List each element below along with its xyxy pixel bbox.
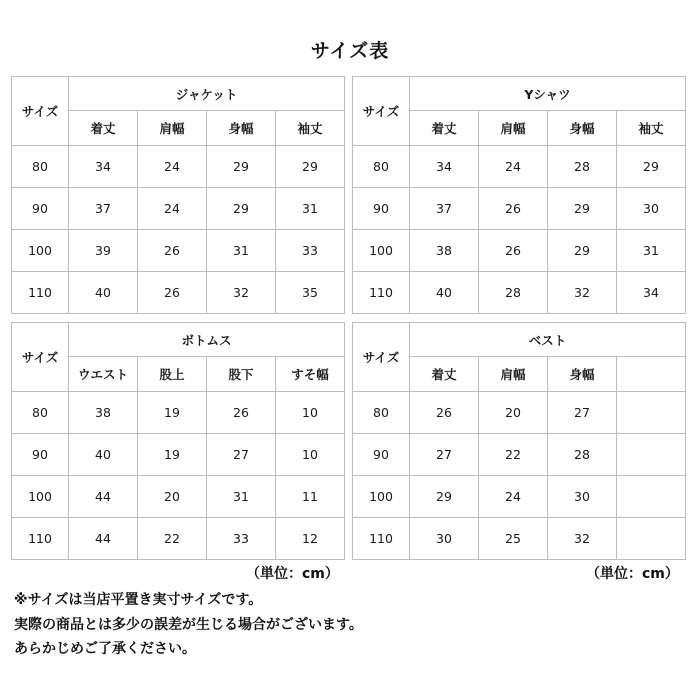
value-cell: 32 — [548, 272, 617, 314]
column-header: 股下 — [207, 357, 276, 392]
value-cell: 37 — [69, 188, 138, 230]
value-cell: 29 — [207, 146, 276, 188]
value-cell — [617, 392, 686, 434]
size-cell: 80 — [12, 146, 69, 188]
size-cell: 100 — [12, 230, 69, 272]
notes — [14, 588, 363, 662]
value-cell: 40 — [69, 434, 138, 476]
value-cell: 26 — [410, 392, 479, 434]
value-cell — [617, 434, 686, 476]
value-cell: 31 — [617, 230, 686, 272]
value-cell: 20 — [138, 476, 207, 518]
column-header: 肩幅 — [138, 111, 207, 146]
size-cell: 90 — [12, 434, 69, 476]
value-cell: 27 — [207, 434, 276, 476]
column-header: ウエスト — [69, 357, 138, 392]
table-row — [353, 146, 686, 188]
column-header: 着丈 — [410, 111, 479, 146]
value-cell: 38 — [69, 392, 138, 434]
value-cell: 28 — [548, 434, 617, 476]
size-cell: 100 — [353, 230, 410, 272]
value-cell: 27 — [410, 434, 479, 476]
value-cell: 28 — [479, 272, 548, 314]
value-cell: 28 — [548, 146, 617, 188]
value-cell: 29 — [410, 476, 479, 518]
category-header: ジャケット — [69, 77, 345, 111]
value-cell: 20 — [479, 392, 548, 434]
column-header: 袖丈 — [276, 111, 345, 146]
value-cell: 34 — [410, 146, 479, 188]
size-cell: 90 — [353, 188, 410, 230]
size-header: サイズ — [353, 323, 410, 392]
category-header: ボトムス — [69, 323, 345, 357]
value-cell: 26 — [207, 392, 276, 434]
column-header: 身幅 — [548, 357, 617, 392]
value-cell: 44 — [69, 476, 138, 518]
table-row — [12, 518, 345, 560]
value-cell: 33 — [207, 518, 276, 560]
table-row — [12, 434, 345, 476]
size-cell: 80 — [353, 146, 410, 188]
column-header: 着丈 — [69, 111, 138, 146]
value-cell: 32 — [548, 518, 617, 560]
size-cell: 110 — [12, 518, 69, 560]
size-cell: 100 — [12, 476, 69, 518]
value-cell: 24 — [138, 146, 207, 188]
column-header — [617, 357, 686, 392]
size-header: サイズ — [12, 77, 69, 146]
size-header: サイズ — [353, 77, 410, 146]
table-row — [353, 476, 686, 518]
value-cell: 22 — [138, 518, 207, 560]
value-cell: 26 — [138, 230, 207, 272]
value-cell: 26 — [479, 230, 548, 272]
value-cell: 44 — [69, 518, 138, 560]
value-cell: 35 — [276, 272, 345, 314]
column-header: 肩幅 — [479, 111, 548, 146]
note-line: 実際の商品とは多少の誤差が生じる場合がございます。 — [14, 616, 363, 633]
value-cell: 22 — [479, 434, 548, 476]
value-cell: 34 — [69, 146, 138, 188]
value-cell: 31 — [207, 476, 276, 518]
value-cell: 26 — [479, 188, 548, 230]
page-title: サイズ表 — [310, 40, 390, 62]
table-row — [12, 230, 345, 272]
table-row — [353, 188, 686, 230]
value-cell: 31 — [276, 188, 345, 230]
value-cell: 19 — [138, 392, 207, 434]
value-cell: 19 — [138, 434, 207, 476]
size-cell: 110 — [353, 272, 410, 314]
column-header: 着丈 — [410, 357, 479, 392]
size-cell: 110 — [353, 518, 410, 560]
size-header: サイズ — [12, 323, 69, 392]
value-cell: 29 — [207, 188, 276, 230]
value-cell: 30 — [617, 188, 686, 230]
table-row — [353, 272, 686, 314]
value-cell: 39 — [69, 230, 138, 272]
table-row — [12, 476, 345, 518]
column-header: 袖丈 — [617, 111, 686, 146]
size-cell: 90 — [12, 188, 69, 230]
value-cell: 38 — [410, 230, 479, 272]
value-cell: 12 — [276, 518, 345, 560]
category-header: Yシャツ — [410, 77, 686, 111]
value-cell: 11 — [276, 476, 345, 518]
category-header: ベスト — [410, 323, 686, 357]
value-cell: 24 — [479, 476, 548, 518]
value-cell — [617, 518, 686, 560]
jacket-table — [11, 76, 345, 314]
size-cell: 100 — [353, 476, 410, 518]
value-cell: 10 — [276, 434, 345, 476]
table-row — [353, 434, 686, 476]
value-cell: 29 — [617, 146, 686, 188]
unit-label-left: （単位：cm） — [246, 566, 339, 582]
size-cell: 90 — [353, 434, 410, 476]
value-cell: 33 — [276, 230, 345, 272]
value-cell: 30 — [410, 518, 479, 560]
value-cell: 25 — [479, 518, 548, 560]
vest-table — [352, 322, 686, 560]
size-cell: 80 — [12, 392, 69, 434]
column-header: 身幅 — [207, 111, 276, 146]
value-cell: 32 — [207, 272, 276, 314]
value-cell: 34 — [617, 272, 686, 314]
value-cell: 29 — [548, 230, 617, 272]
size-cell: 80 — [353, 392, 410, 434]
size-cell: 110 — [12, 272, 69, 314]
value-cell: 29 — [276, 146, 345, 188]
value-cell: 40 — [410, 272, 479, 314]
table-row — [12, 272, 345, 314]
table-row — [12, 146, 345, 188]
table-row — [353, 230, 686, 272]
bottoms-table — [11, 322, 345, 560]
value-cell: 40 — [69, 272, 138, 314]
value-cell: 37 — [410, 188, 479, 230]
table-row — [353, 518, 686, 560]
unit-label-right: （単位：cm） — [586, 566, 679, 582]
table-row — [353, 392, 686, 434]
column-header: 股上 — [138, 357, 207, 392]
table-row — [12, 392, 345, 434]
value-cell — [617, 476, 686, 518]
column-header: 身幅 — [548, 111, 617, 146]
column-header: 肩幅 — [479, 357, 548, 392]
shirt-table — [352, 76, 686, 314]
note-line: あらかじめご了承ください。 — [14, 641, 196, 657]
value-cell: 24 — [138, 188, 207, 230]
value-cell: 27 — [548, 392, 617, 434]
value-cell: 24 — [479, 146, 548, 188]
value-cell: 31 — [207, 230, 276, 272]
column-header: すそ幅 — [276, 357, 345, 392]
value-cell: 26 — [138, 272, 207, 314]
table-row — [12, 188, 345, 230]
note-line: ※サイズは当店平置き実寸サイズです。 — [14, 592, 263, 608]
value-cell: 30 — [548, 476, 617, 518]
value-cell: 10 — [276, 392, 345, 434]
value-cell: 29 — [548, 188, 617, 230]
